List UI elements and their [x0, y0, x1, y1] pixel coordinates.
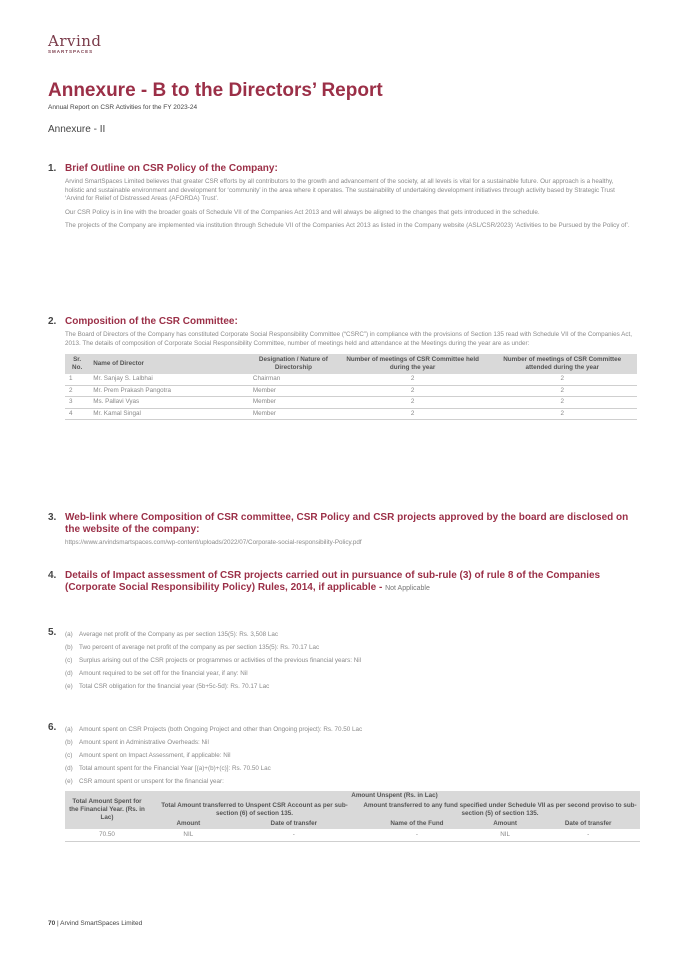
- item-letter: (c): [65, 657, 73, 664]
- heading-text: Details of Impact assessment of CSR projects carried out in pursuance of sub-rule (3) of rule 8 of the Companies (Corporate Social Responsibility Policy) Rules, 2014, if applicable -: [65, 570, 601, 593]
- section-csr-policy: [48, 163, 632, 231]
- column-header: Amount: [474, 819, 536, 829]
- section-heading: [65, 570, 632, 595]
- table-cell: Mr. Sanjay S. Lalbhai: [89, 374, 249, 385]
- item-list: [65, 723, 632, 788]
- table-cell: Chairman: [249, 374, 338, 385]
- unspent-table: [65, 791, 640, 842]
- item-text: Amount spent in Administrative Overheads: Nil: [79, 739, 209, 746]
- column-header: Name of Director: [89, 354, 249, 374]
- section-number: 6.: [48, 722, 57, 733]
- table-cell: Member: [249, 385, 338, 397]
- table-cell: 2: [338, 397, 488, 409]
- company-logo: [48, 34, 102, 54]
- policy-link[interactable]: https://www.arvindsmartspaces.com/wp-content/uploads/2022/07/Corporate-social-responsibility-Policy.pdf: [65, 539, 362, 546]
- heading-tail: Not Applicable: [385, 585, 430, 592]
- table-cell: Member: [249, 397, 338, 409]
- table-row: [65, 408, 637, 420]
- column-header: Designation / Nature of Directorship: [249, 354, 338, 374]
- section-number: 1.: [48, 163, 57, 174]
- section-number: 4.: [48, 570, 57, 581]
- table-cell: 70.50: [65, 829, 149, 842]
- item-text: Total CSR obligation for the financial year (5b+5c-5d): Rs. 70.17 Lac: [79, 683, 270, 690]
- item-letter: (d): [65, 765, 73, 772]
- item-letter: (e): [65, 683, 73, 690]
- table-row: [65, 385, 637, 397]
- item-text: Amount spent on Impact Assessment, if applicable: Nil: [79, 752, 231, 759]
- item-letter: (d): [65, 670, 73, 677]
- table-cell: -: [360, 829, 474, 842]
- logo-wordmark: Arvind: [48, 32, 102, 50]
- page-title: Annexure - B to the Directors’ Report: [48, 80, 383, 101]
- page-footer: [48, 920, 142, 927]
- column-header: Number of meetings of CSR Committee held during the year: [338, 354, 488, 374]
- table-header-row: [65, 801, 640, 819]
- table-header-row: [65, 791, 640, 801]
- item-list: [65, 628, 632, 693]
- column-group-header: Amount Unspent (Rs. in Lac): [149, 791, 640, 801]
- paragraph: The Board of Directors of the Company has constituted Corporate Social Responsibility Committee (“CSRC”) in compliance with the provisions of Section 135 read with Schedule VII of the Companies Act, 2013. The details of composition of Corporate Social Responsibility Committee, number of meetings held and attendance at the Meetings during the year are as under:: [65, 331, 632, 347]
- table-cell: Member: [249, 408, 338, 420]
- table-cell: Ms. Pallavi Vyas: [89, 397, 249, 409]
- item-text: Average net profit of the Company as per section 135(5): Rs. 3,508 Lac: [79, 631, 279, 638]
- table-cell: NIL: [474, 829, 536, 842]
- column-header: Sr. No.: [65, 354, 89, 374]
- section-impact-assessment: [48, 570, 632, 595]
- section-csr-spent: [48, 722, 637, 842]
- section-csr-committee: [48, 316, 632, 420]
- table-cell: 2: [487, 397, 637, 409]
- item-letter: (c): [65, 752, 73, 759]
- list-item: [65, 762, 632, 775]
- table-row: [65, 397, 637, 409]
- table-cell: 4: [65, 408, 89, 420]
- table-cell: 2: [338, 385, 488, 397]
- column-header: Name of the Fund: [360, 819, 474, 829]
- table-cell: 2: [65, 385, 89, 397]
- section-number: 5.: [48, 627, 57, 638]
- annexure-label: Annexure - II: [48, 124, 106, 135]
- item-text: CSR amount spent or unspent for the financial year:: [79, 778, 224, 785]
- table-cell: Mr. Prem Prakash Pangotra: [89, 385, 249, 397]
- table-cell: 2: [487, 385, 637, 397]
- table-cell: 1: [65, 374, 89, 385]
- column-subheader: Amount transferred to any fund specified under Schedule VII as per second proviso to sub-section (5) of section 135.: [360, 801, 640, 819]
- list-item: [65, 775, 632, 788]
- footer-text: | Arvind SmartSpaces Limited: [57, 920, 143, 927]
- section-csr-obligation: [48, 627, 632, 693]
- column-header: Total Amount Spent for the Financial Year. (Rs. in Lac): [65, 791, 149, 829]
- list-item: [65, 736, 632, 749]
- committee-table: [65, 354, 637, 420]
- section-heading: Web-link where Composition of CSR committee, CSR Policy and CSR projects approved by the board are disclosed on the website of the company:: [65, 512, 629, 535]
- list-item: [65, 628, 632, 641]
- table-cell: 3: [65, 397, 89, 409]
- column-header: Date of transfer: [536, 819, 640, 829]
- item-letter: (b): [65, 739, 73, 746]
- table-row: [65, 374, 637, 385]
- section-heading: Brief Outline on CSR Policy of the Company:: [65, 163, 278, 174]
- column-header: Number of meetings of CSR Committee attended during the year: [487, 354, 637, 374]
- table-cell: -: [228, 829, 360, 842]
- page-subtitle: Annual Report on CSR Activities for the FY 2023-24: [48, 104, 198, 111]
- item-text: Surplus arising out of the CSR projects or programmes or activities of the previous financial years: Nil: [79, 657, 362, 664]
- section-web-link: [48, 512, 632, 548]
- item-letter: (e): [65, 778, 73, 785]
- list-item: [65, 641, 632, 654]
- table-cell: -: [536, 829, 640, 842]
- paragraph: Our CSR Policy is in line with the broader goals of Schedule VII of the Companies Act 2013 and will always be aligned to the changes that gets introduced in the schedule.: [65, 208, 540, 216]
- page-number: 70: [48, 920, 56, 927]
- list-item: [65, 749, 632, 762]
- item-text: Two percent of average net profit of the company as per section 135(5): Rs. 70.17 Lac: [79, 644, 320, 651]
- item-letter: (a): [65, 726, 73, 733]
- column-header: Amount: [149, 819, 228, 829]
- item-letter: (b): [65, 644, 73, 651]
- section-number: 3.: [48, 512, 57, 523]
- table-cell: Mr. Kamal Singal: [89, 408, 249, 420]
- table-row: [65, 829, 640, 842]
- logo-subtitle: SMARTSPACES: [48, 49, 94, 54]
- item-text: Amount required to be set off for the financial year, if any: Nil: [79, 670, 248, 677]
- table-cell: 2: [338, 408, 488, 420]
- list-item: [65, 723, 632, 736]
- column-header: Date of transfer: [228, 819, 360, 829]
- table-cell: 2: [338, 374, 488, 385]
- list-item: [65, 667, 632, 680]
- paragraph: Arvind SmartSpaces Limited believes that greater CSR efforts by all contributors to the growth and advancement of the society, at all levels is vital for a sustainable future. Our approach is a healthy, holistic and sustainable environment and development for ‘community’ in the area where it operates. The sustainability of undertaking development initiatives through activity based by Strategic Trust ‘Arvind for Relief of Distressed Areas (AFORDA) Trust’.: [65, 178, 615, 203]
- table-cell: 2: [487, 374, 637, 385]
- list-item: [65, 680, 632, 693]
- column-subheader: Total Amount transferred to Unspent CSR Account as per sub-section (6) of section 135.: [149, 801, 360, 819]
- table-header-row: [65, 354, 637, 374]
- table-cell: NIL: [149, 829, 228, 842]
- table-cell: 2: [487, 408, 637, 420]
- item-text: Total amount spent for the Financial Year [(a)+(b)+(c)]: Rs. 70.50 Lac: [79, 765, 271, 772]
- section-heading: Composition of the CSR Committee:: [65, 316, 238, 327]
- list-item: [65, 654, 632, 667]
- paragraph: The projects of the Company are implemented via institution through Schedule VII of the Companies Act 2013 as listed in the Company website (ASL/CSR/2023) ‘Activities to be Pursued by the Policy of’.: [65, 222, 630, 230]
- item-text: Amount spent on CSR Projects (both Ongoing Project and other than Ongoing project): Rs. 70.50 Lac: [79, 726, 363, 733]
- section-number: 2.: [48, 316, 57, 327]
- table-header-row: [65, 819, 640, 829]
- item-letter: (a): [65, 631, 73, 638]
